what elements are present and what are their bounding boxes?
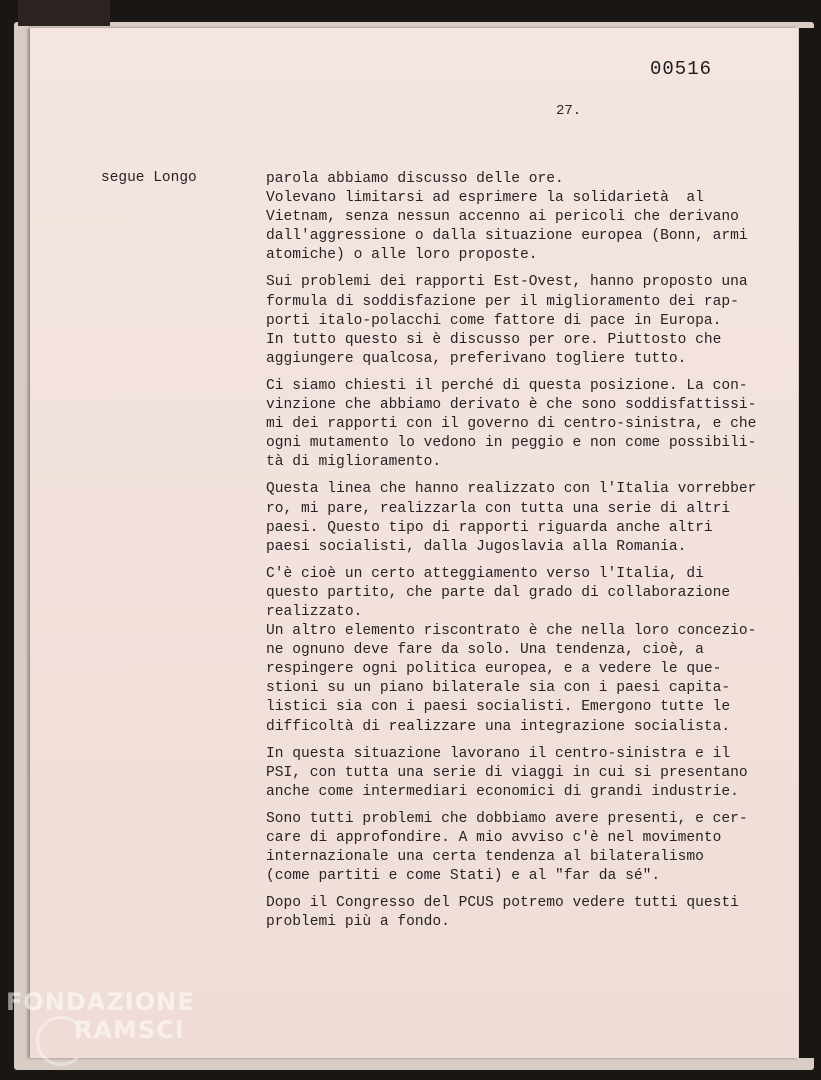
text-line: Vietnam, senza nessun accenno ai pericoli che derivano — [266, 209, 739, 226]
text-line: Un altro elemento riscontrato è che nella loro concezio- — [266, 623, 757, 640]
text-line: atomiche) o alle loro proposte. — [266, 247, 538, 264]
paragraph — [266, 565, 806, 737]
text-line: ro, mi pare, realizzarla con tutta una serie di altri — [266, 500, 731, 517]
paragraph — [266, 894, 806, 932]
text-line: paesi. Questo tipo di rapporti riguarda anche altri — [266, 519, 713, 536]
archive-number: 00516 — [650, 58, 713, 80]
text-line: PSI, con tutta una serie di viaggi in cui si presentano — [266, 764, 748, 781]
watermark-line-1: FONDAZIONE — [6, 988, 195, 1016]
text-line: ogni mutamento lo vedono in peggio e non come possibili- — [266, 435, 757, 452]
text-line: dall'aggressione o dalla situazione europea (Bonn, armi — [266, 228, 748, 245]
text-line: aggiungere qualcosa, preferivano togliere tutto. — [266, 350, 687, 367]
paragraph — [266, 170, 806, 265]
text-line: (come partiti e come Stati) e al "far da sé". — [266, 868, 661, 885]
page-number: 27. — [556, 103, 582, 119]
text-line: questo partito, che parte dal grado di collaborazione — [266, 584, 731, 601]
paragraph — [266, 273, 806, 368]
text-line: C'è cioè un certo atteggiamento verso l'Italia, di — [266, 565, 704, 582]
text-line: anche come intermediari economici di grandi industrie. — [266, 783, 739, 800]
watermark-line-2: RAMSCI — [74, 1016, 185, 1044]
paragraph — [266, 745, 806, 802]
text-line: tà di miglioramento. — [266, 454, 442, 471]
text-line: listici sia con i paesi socialisti. Emergono tutte le — [266, 699, 731, 716]
paragraph — [266, 480, 806, 556]
text-line: care di approfondire. A mio avviso c'è nel movimento — [266, 830, 722, 846]
watermark-g-icon — [36, 1016, 86, 1066]
watermark-logo — [6, 990, 195, 1042]
text-line: Sono tutti problemi che dobbiamo avere presenti, e cer- — [266, 810, 748, 827]
text-line: internazionale una certa tendenza al bilateralismo — [266, 849, 704, 866]
paragraph — [266, 377, 806, 472]
text-line: porti italo-polacchi come fattore di pace in Europa. — [266, 312, 722, 329]
text-line: ne ognuno deve fare da solo. Una tendenza, cioè, a — [266, 642, 704, 659]
text-line: realizzato. — [266, 603, 363, 620]
text-line: In questa situazione lavorano il centro-sinistra e il — [266, 745, 731, 762]
text-line: parola abbiamo discusso delle ore. — [266, 171, 564, 187]
text-line: Ci siamo chiesti il perché di questa posizione. La con- — [266, 377, 748, 394]
text-line: respingere ogni politica europea, e a vedere le que- — [266, 661, 722, 678]
text-line: stioni su un piano bilaterale sia con i paesi capita- — [266, 680, 731, 697]
text-line: difficoltà di realizzare una integrazione socialista. — [266, 718, 731, 735]
text-line: formula di soddisfazione per il miglioramento dei rap- — [266, 293, 739, 310]
binder-strip — [18, 0, 110, 26]
text-line: Volevano limitarsi ad esprimere la solidarietà al — [266, 190, 704, 207]
text-line: problemi più a fondo. — [266, 914, 450, 931]
text-line: mi dei rapporti con il governo di centro-sinistra, e che — [266, 416, 757, 433]
text-line: Questa linea che hanno realizzato con l'Italia vorrebber — [266, 481, 757, 498]
text-line: Dopo il Congresso del PCUS potremo vedere tutti questi — [266, 895, 739, 912]
paragraph — [266, 810, 806, 886]
text-line: vinzione che abbiamo derivato è che sono soddisfattissi- — [266, 397, 757, 414]
text-line: paesi socialisti, dalla Jugoslavia alla Romania. — [266, 538, 687, 555]
body-text — [266, 170, 806, 940]
text-line: In tutto questo si è discusso per ore. Piuttosto che — [266, 331, 722, 348]
speaker-label: segue Longo — [101, 170, 197, 186]
text-line: Sui problemi dei rapporti Est-Ovest, hanno proposto una — [266, 274, 748, 291]
